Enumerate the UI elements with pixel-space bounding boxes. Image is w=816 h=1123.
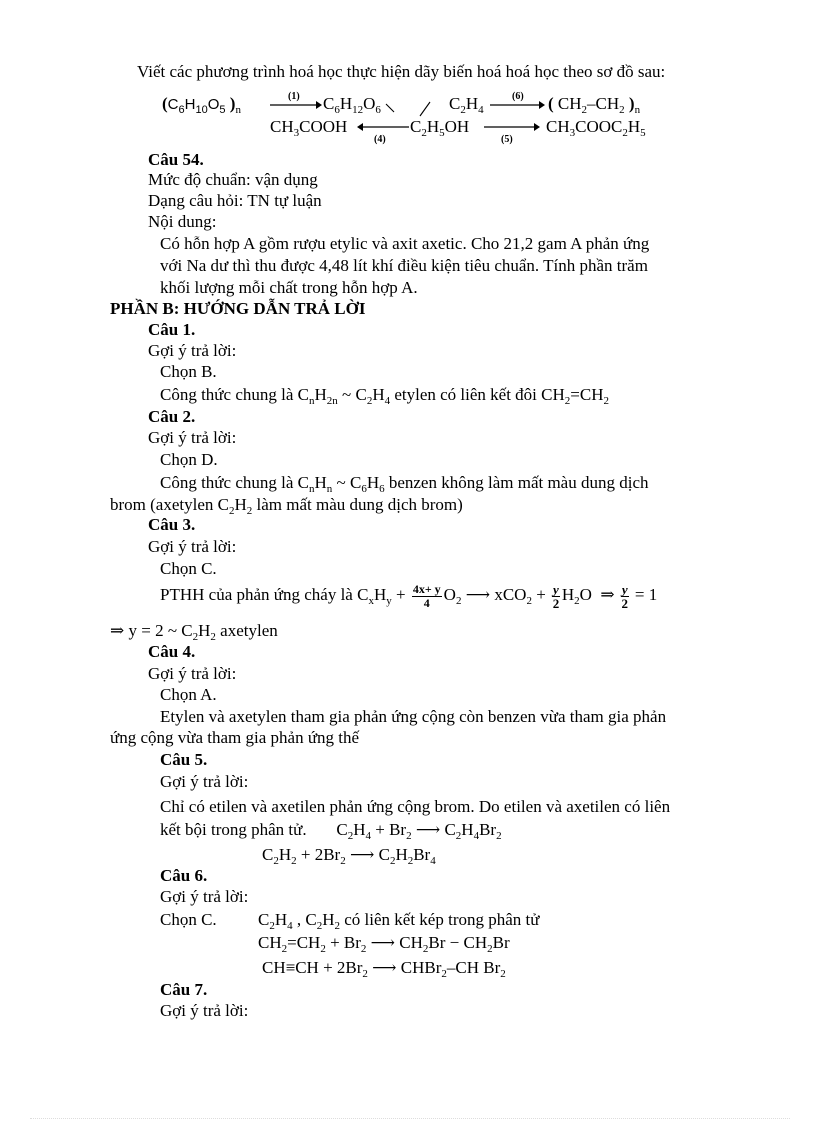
a3-choice: Chọn C. — [160, 559, 217, 578]
q54-content-label: Nội dung: — [148, 212, 217, 231]
a4-hint: Gợi ý trả lời: — [148, 664, 237, 683]
a2-choice: Chọn D. — [160, 450, 218, 469]
a1-choice: Chọn B. — [160, 362, 217, 381]
a5-explanation-line1: Chỉ có etilen và axetilen phản ứng cộng brom. Do etilen và axetilen có liên — [160, 797, 671, 816]
a6-title: Câu 6. — [160, 866, 208, 885]
a7-title: Câu 7. — [160, 980, 208, 999]
a3-result: ⇒ y = 2 ~ $C_2H_2$ axetylen — [110, 621, 278, 643]
a5-title: Câu 5. — [160, 750, 208, 769]
ethyl-acetate-formula: $CH_3COOC_2H_5$ — [546, 117, 646, 139]
page-bottom-rule — [30, 1118, 790, 1119]
q54-type: Dạng câu hỏi: TN tự luận — [148, 191, 322, 210]
reaction-scheme — [0, 0, 816, 145]
acetic-acid-formula: $CH_3COOH$ — [270, 117, 348, 139]
a3-hint: Gợi ý trả lời: — [148, 537, 237, 556]
a6-choice: Chọn C. — [160, 910, 217, 929]
a6-hint: Gợi ý trả lời: — [160, 887, 249, 906]
q54-title: Câu 54. — [148, 150, 204, 169]
q54-text-line2: với Na dư thì thu được 4,48 lít khí điều kiện tiêu chuẩn. Tính phần trăm — [160, 256, 648, 275]
step-4-label: (4) — [374, 134, 386, 145]
glucose-formula: $C_6H_{12}O_6$ — [323, 94, 381, 116]
part-b-heading: PHẦN B: HƯỚNG DẪN TRẢ LỜI — [110, 299, 366, 318]
a1-title: Câu 1. — [148, 320, 196, 339]
a4-title: Câu 4. — [148, 642, 196, 661]
a2-explanation-line1: Công thức chung là $C_nH_n$ ~ $C_6H_6$ benzen không làm mất màu dung dịch — [160, 473, 649, 495]
ethanol-formula: $C_2H_5OH$ — [410, 117, 470, 139]
a2-explanation-line2: brom (axetylen $C_2H_2$ làm mất màu dung dịch brom) — [110, 495, 463, 517]
a7-hint: Gợi ý trả lời: — [160, 1001, 249, 1020]
q54-level: Mức độ chuẩn: vận dụng — [148, 170, 318, 189]
a5-hint: Gợi ý trả lời: — [160, 772, 249, 791]
a6-equation-2: $CH\equiv CH + 2Br_2$ ⟶ CHBr$_2$–CH $Br_2$ — [262, 958, 506, 980]
a3-title: Câu 3. — [148, 515, 196, 534]
a6-explanation: $C_2H_4$ , $C_2H_2$ có liên kết kép trong phân tử — [258, 910, 540, 932]
polyethylene-formula: ( $CH_2-CH_2$ )$_n$ — [548, 94, 641, 116]
a1-hint: Gợi ý trả lời: — [148, 341, 237, 360]
step-1-label: (1) — [288, 91, 300, 102]
a1-explanation: Công thức chung là $C_nH_{2n}$ ~ $C_2H_4$ etylen có liên kết đôi $CH_2=CH_2$ — [160, 385, 609, 407]
a6-equation-1: $CH_2=CH_2 + Br_2$ ⟶ $CH_2Br - CH_2Br$ — [258, 933, 510, 955]
a4-explanation-line1: Etylen và axetylen tham gia phản ứng cộng còn benzen vừa tham gia phản — [160, 707, 667, 726]
arrow-1-icon — [270, 100, 322, 110]
step-5-label: (5) — [501, 134, 513, 145]
step-6-label: (6) — [512, 91, 524, 102]
q54-text-line3: khối lượng mỗi chất trong hỗn hợp A. — [160, 278, 418, 297]
polymer-starch: ($C_6H_{10}O_5$ )$_n$ — [162, 94, 241, 116]
a5-equation-2: $C_2H_2 + 2Br_2$ ⟶ $C_2H_2Br_4$ — [262, 845, 436, 867]
a3-combustion-equation: PTHH của phản ứng cháy là $C_xH_y$ + $\frac{4x+ y}{4}$ $O_2$ ⟶ xCO$_2$ + $\frac{y}{2}$ $H_2O$ ⇒ $\frac{y}{2}$ = 1 — [160, 581, 658, 611]
a5-explanation-line2: kết bội trong phân tử. $C_2H_4 + Br_2$ ⟶ $C_2H_4Br_2$ — [160, 820, 502, 842]
intro-text: Viết các phương trình hoá học thực hiện dãy biến hoá hoá học theo sơ đồ sau: — [137, 62, 666, 81]
a4-choice: Chọn A. — [160, 685, 217, 704]
a4-explanation-line2: ứng cộng vừa tham gia phản ứng thế — [110, 728, 360, 747]
a2-hint: Gợi ý trả lời: — [148, 428, 237, 447]
arrow-6-icon — [490, 100, 545, 110]
q54-text-line1: Có hỗn hợp A gồm rượu etylic và axit axetic. Cho 21,2 gam A phản ứng — [160, 234, 650, 253]
a2-title: Câu 2. — [148, 407, 196, 426]
ethylene-formula: $C_2H_4$ — [449, 94, 484, 116]
